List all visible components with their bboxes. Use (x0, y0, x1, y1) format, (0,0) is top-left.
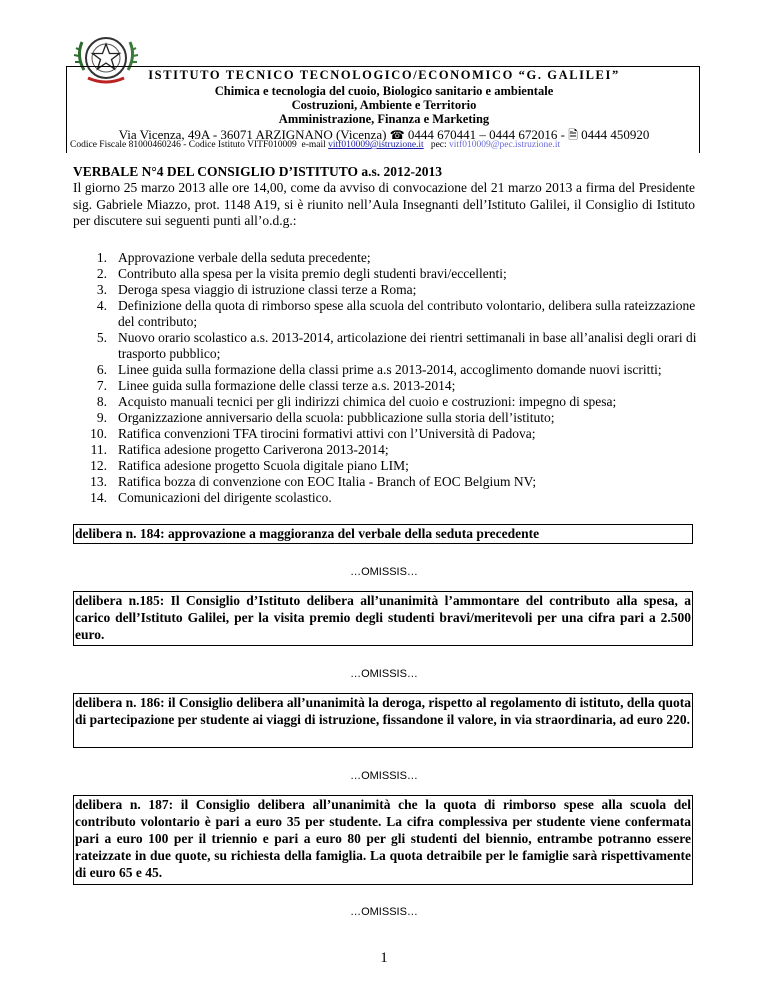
course-line-3: Amministrazione, Finanza e Marketing (278, 112, 490, 126)
intro-paragraph: Il giorno 25 marzo 2013 alle ore 14,00, come da avviso di convocazione del 21 marzo 2013 a firma del Presidente sig. Gabriele Miazzo, prot. 1148 A19, si è riunito nell’Aula Insegnanti dell’Istituto Galilei, il Consiglio di Istituto per discutere sui seguenti punti all’o.d.g.: (73, 180, 695, 228)
pec-address: vitf010009@pec.istruzione.it (449, 140, 561, 150)
fax-icon: 🗎 (568, 128, 578, 142)
codes-line (70, 140, 560, 150)
address: Via Vicenza, 49A - 36071 ARZIGNANO (Vicenza) (118, 127, 387, 142)
course-line-1: Chimica e tecnologia del cuoio, Biologico sanitario e ambientale (214, 84, 554, 98)
agenda-item: 14. Comunicazioni del dirigente scolastico. (90, 490, 332, 505)
verbale-title: VERBALE N°4 DEL CONSIGLIO D’ISTITUTO a.s. 2012-2013 (73, 164, 442, 179)
agenda-item: 4. Definizione della quota di rimborso spese alla scuola del contributo volontario, delibera sulla rateizzazione del contributo; (96, 298, 696, 329)
page-number: 1 (380, 950, 388, 966)
agenda-list (73, 250, 703, 506)
omissis-marker: …OMISSIS… (350, 566, 418, 578)
agenda-item: 12. Ratifica adesione progetto Scuola digitale piano LIM; (90, 458, 409, 473)
pec-label: pec: (430, 140, 447, 150)
email-label: e-mail (301, 140, 326, 150)
course-line-2: Costruzioni, Ambiente e Territorio (291, 98, 477, 112)
omissis-marker: …OMISSIS… (350, 770, 418, 782)
delibera-185: delibera n.185: Il Consiglio d’Istituto delibera all’unanimità l’ammontare del contributo alla spesa, a carico dell’Istituto Galilei, per la visita premio degli studenti bravi/meritevoli per una cifra pari a 2.500 euro. (73, 591, 693, 646)
agenda-item: 10. Ratifica convenzioni TFA tirocini formativi attivi con l’Università di Padova; (90, 426, 536, 441)
fax-number: 0444 450920 (581, 127, 650, 142)
delibera-187: delibera n. 187: il Consiglio delibera all’unanimità che la quota di rimborso spese alla scuola del contributo volontario è pari a euro 35 per studente. La cifra complessiva per studente viene confermata pari a euro 100 per il triennio e pari a euro 80 per gli studenti del biennio, entrambe potranno essere rateizzate in due quote, su richiesta della famiglia. La quota detraibile per le famiglie sarà rispettivamente di euro 65 e 45. (73, 795, 693, 885)
agenda-item: 6. Linee guida sulla formazione della classi prime a.s 2013-2014, accoglimento domande nuovi iscritti; (96, 362, 662, 377)
phone-icon: ☎ (389, 128, 405, 142)
agenda-item: 8. Acquisto manuali tecnici per gli indirizzi chimica del cuoio e costruzioni: impegno di spesa; (96, 394, 617, 409)
fiscal-codes: Codice Fiscale 81000460246 - Codice Istituto VITF010009 (70, 140, 297, 150)
agenda-item: 3. Deroga spesa viaggio di istruzione classi terze a Roma; (96, 282, 417, 297)
agenda-item: 7. Linee guida sulla formazione delle classi terze a.s. 2013-2014; (96, 378, 456, 393)
phone-numbers: 0444 670441 – 0444 672016 - (407, 127, 565, 142)
delibera-184: delibera n. 184: approvazione a maggioranza del verbale della seduta precedente (73, 524, 693, 544)
omissis-marker: …OMISSIS… (350, 668, 418, 680)
agenda-item: 13. Ratifica bozza di convenzione con EOC Italia - Branch of EOC Belgium NV; (90, 474, 537, 489)
agenda-item: 5. Nuovo orario scolastico a.s. 2013-2014, articolazione dei rientri settimanali in base all’analisi degli orari di trasporto pubblico; (96, 330, 697, 361)
school-name: ISTITUTO TECNICO TECNOLOGICO/ECONOMICO “G. GALILEI” (148, 68, 620, 82)
agenda-item: 11. Ratifica adesione progetto Cariverona 2013-2014; (90, 442, 389, 457)
agenda-item: 9. Organizzazione anniversario della scuola: pubblicazione sulla storia dell’istituto; (96, 410, 555, 425)
agenda-item: 2. Contributo alla spesa per la visita premio degli studenti bravi/eccellenti; (96, 266, 507, 281)
email-link[interactable]: vitf010009@istruzione.it (328, 140, 424, 150)
omissis-marker: …OMISSIS… (350, 906, 418, 918)
delibera-186: delibera n. 186: il Consiglio delibera all’unanimità la deroga, rispetto al regolamento di istituto, della quota di partecipazione per studente ai viaggi di istruzione, fissandone il valore, in via straordinaria, ad euro 220. (73, 693, 693, 748)
agenda-item: 1. Approvazione verbale della seduta precedente; (96, 250, 371, 265)
